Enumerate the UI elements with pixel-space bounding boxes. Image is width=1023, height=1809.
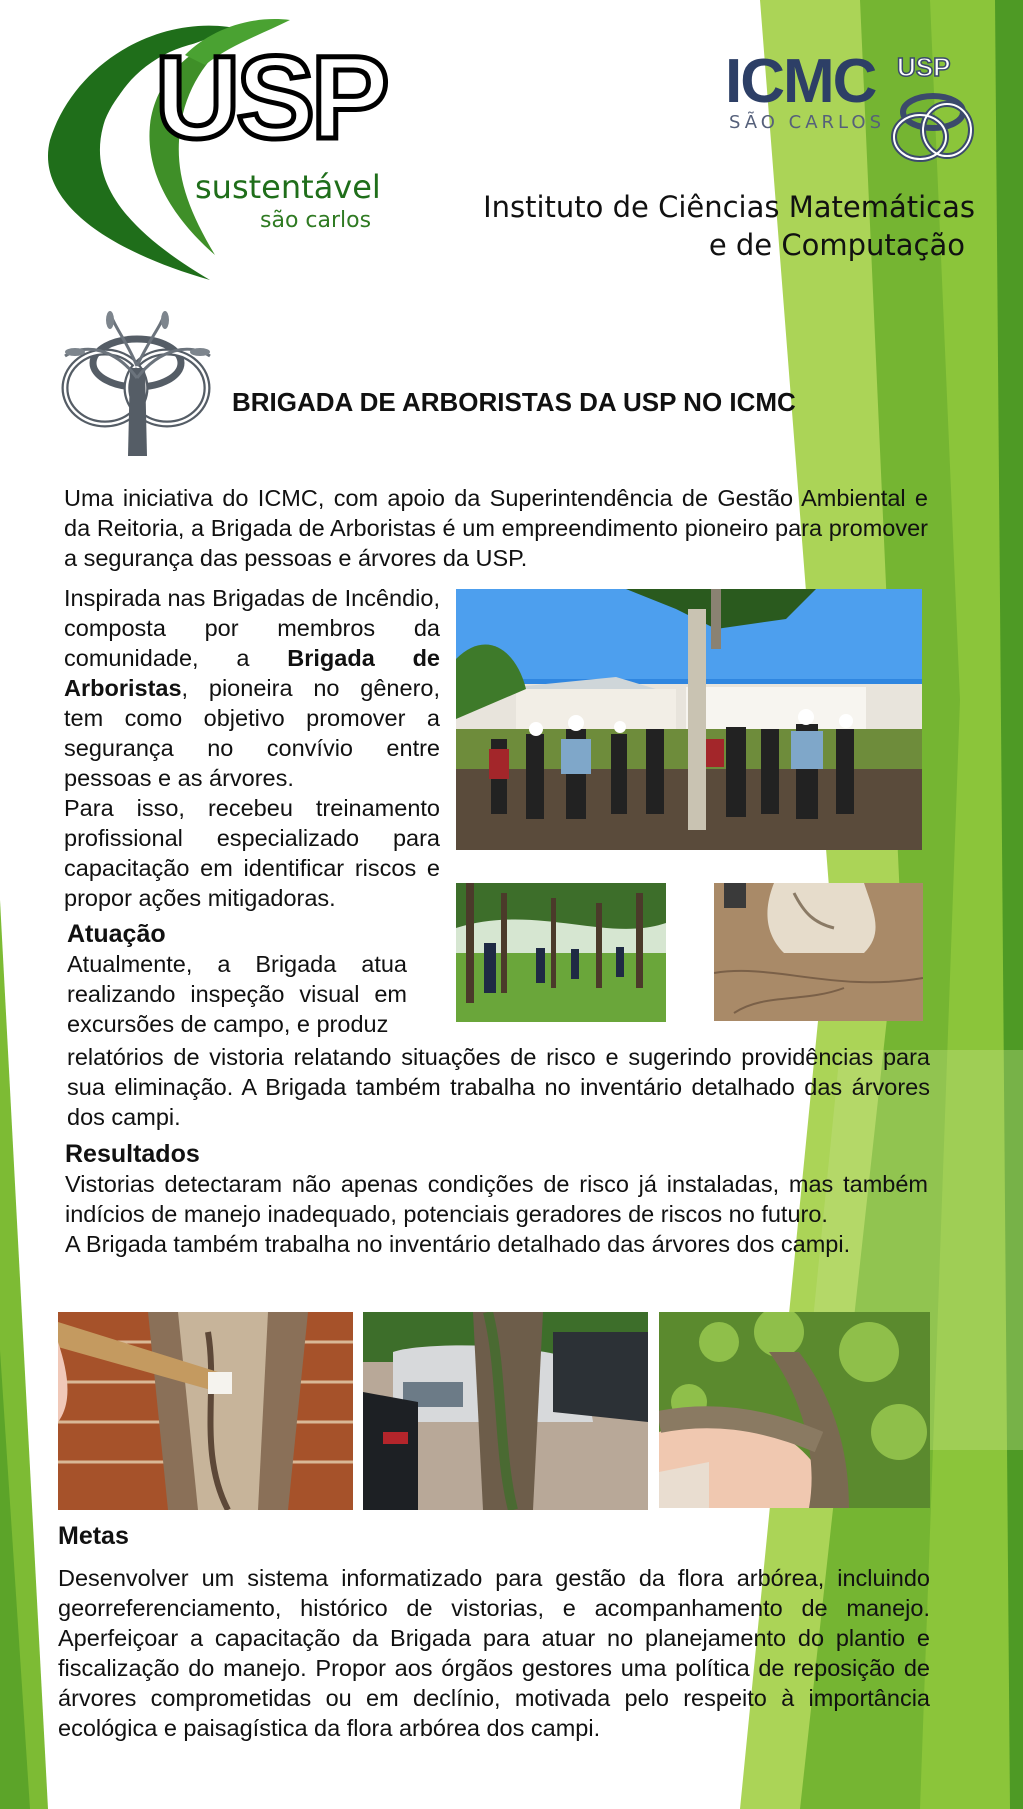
- photo-parked-cars-tree: [363, 1312, 648, 1510]
- sustentavel-text: sustentável: [195, 168, 381, 206]
- institute-name: [440, 188, 975, 264]
- atuacao-heading: Atuação: [67, 920, 166, 948]
- metas-text: Desenvolver um sistema informatizado para gestão da flora arbórea, incluindo georreferenciamento, histórico de vistorias, e acompanhamento de manejo. Aperfeiçoar a capacitação da Brigada para atuar no planejamento do plantio e fiscalização do manejo. Propor aos órgãos gestores uma política de reposição de árvores comprometidas ou em declínio, motivada pelo respeito à importância ecológica e paisagística da flora arbórea dos campi.: [58, 1565, 930, 1741]
- intro-paragraph: Uma iniciativa do ICMC, com apoio da Superintendência de Gestão Ambiental e da Reitoria, a Brigada de Arboristas é um empreendimento pioneiro para promover a segurança das pessoas e árvores da USP.: [64, 485, 928, 571]
- atuacao-text-full: relatórios de vistoria relatando situações de risco e sugerindo providências para sua eliminação. A Brigada também trabalha no inventário detalhado das árvores dos campi.: [67, 1044, 930, 1130]
- photo-tree-branches: [659, 1312, 930, 1508]
- usp-sustentavel-logo: [45, 10, 445, 310]
- icmc-sao-carlos: SÃO CARLOS: [729, 112, 886, 133]
- page-title: BRIGADA DE ARBORISTAS DA USP NO ICMC: [232, 387, 796, 417]
- inspired-text-1: Inspirada nas Brigadas de Incêndio, composta por membros da comunidade, a: [64, 585, 440, 671]
- institute-line-2: e de Computação: [708, 228, 965, 262]
- usp-wordmark: USP: [155, 32, 386, 164]
- icmc-wordmark: ICMC: [725, 47, 876, 116]
- training-paragraph: Para isso, recebeu treinamento profissional especializado para capacitação em identificar riscos e propor ações mitigadoras.: [64, 795, 440, 911]
- atuacao-text-short: Atualmente, a Brigada atua realizando inspeção visual em excursões de campo, e produz: [67, 951, 407, 1037]
- sao-carlos-text: são carlos: [260, 208, 372, 233]
- metas-heading: Metas: [58, 1522, 129, 1550]
- photo-brigade-group: [456, 589, 922, 850]
- resultados-text-2: A Brigada também trabalha no inventário detalhado das árvores dos campi.: [65, 1231, 851, 1257]
- inspired-bold: Brigada de Arboristas: [64, 645, 440, 701]
- atuacao-section: [67, 920, 407, 1039]
- inspired-column: [64, 583, 440, 913]
- photo-tree-base: [714, 883, 923, 1021]
- resultados-section: [65, 1140, 928, 1259]
- institute-line-1: Instituto de Ciências Matemáticas: [483, 190, 975, 224]
- icmc-logo: [725, 47, 990, 175]
- usp-knot-icon: [885, 82, 985, 172]
- inspired-paragraph: [64, 583, 440, 793]
- resultados-heading: Resultados: [65, 1140, 200, 1168]
- tree-emblem-icon: [55, 308, 220, 458]
- photo-trees-walk: [456, 883, 666, 1022]
- resultados-text-1: Vistorias detectaram não apenas condições de risco já instaladas, mas também indícios de manejo inadequado, potenciais geradores de riscos no futuro.: [65, 1171, 928, 1227]
- icmc-usp-badge: USP: [897, 52, 951, 82]
- metas-section: [58, 1522, 930, 1743]
- photo-trunk-inspection: [58, 1312, 353, 1510]
- inspired-text-2: , pioneira no gênero, tem como objetivo promover a segurança no convívio entre pessoas e as árvores.: [64, 675, 440, 791]
